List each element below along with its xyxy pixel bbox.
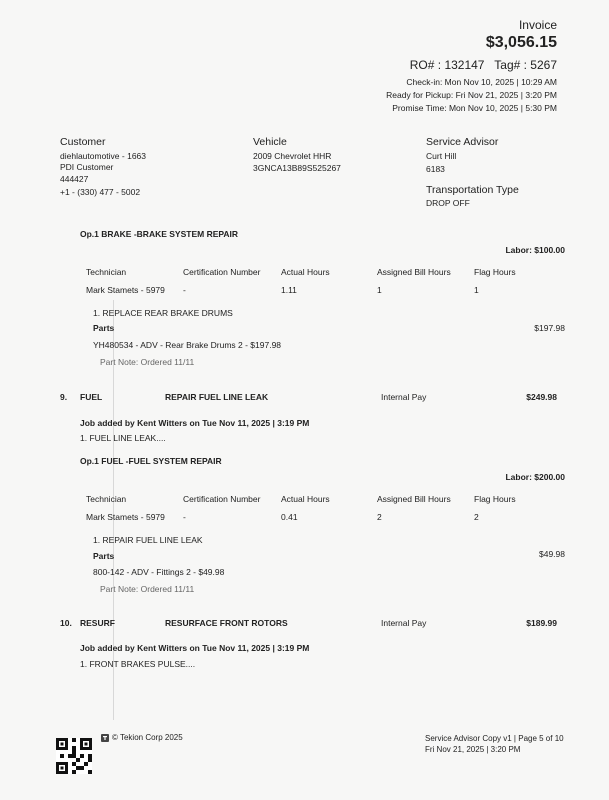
promise-time: Promise Time: Mon Nov 10, 2025 | 5:30 PM: [392, 103, 557, 113]
op-fuel-part-note: Part Note: Ordered 11/11: [100, 584, 195, 594]
job10-pay-type: Internal Pay: [381, 618, 427, 628]
vehicle-heading: Vehicle: [253, 136, 287, 148]
ro-tag-number: RO# : 132147 Tag# : 5267: [409, 58, 557, 72]
ready-for-pickup: Ready for Pickup: Fri Nov 21, 2025 | 3:20 PM: [386, 90, 557, 100]
job9-description: 1. FUEL LINE LEAK....: [80, 433, 166, 443]
op-brake-actual: 1.11: [281, 285, 297, 295]
job10-added-by: Job added by Kent Witters on Tue Nov 11, 2025 | 3:19 PM: [80, 643, 310, 653]
col-technician: Technician: [86, 267, 127, 277]
op-fuel-technician: Mark Stamets - 5979: [86, 512, 165, 522]
op-brake-parts-label: Parts: [93, 323, 115, 333]
op-fuel-title: Op.1 FUEL -FUEL SYSTEM REPAIR: [80, 456, 222, 466]
advisor-id: 6183: [426, 164, 445, 174]
col-actual-hours: Actual Hours: [281, 267, 330, 277]
transportation-heading: Transportation Type: [426, 184, 519, 196]
job9-pay-type: Internal Pay: [381, 392, 427, 402]
op-brake-title: Op.1 BRAKE -BRAKE SYSTEM REPAIR: [80, 229, 239, 239]
invoice-total: $3,056.15: [485, 34, 557, 51]
op-brake-part-note: Part Note: Ordered 11/11: [100, 357, 195, 367]
job9-amount: $249.98: [526, 392, 557, 402]
col-technician: Technician: [86, 494, 127, 504]
op-brake-part-line: YH480534 - ADV - Rear Brake Drums 2 - $197.98: [93, 340, 282, 350]
job10-title: RESURFACE FRONT ROTORS: [165, 618, 288, 628]
vehicle-vin: 3GNCA13B89S525267: [253, 163, 341, 173]
col-flag-hours: Flag Hours: [474, 267, 516, 277]
job9-number: 9.: [60, 392, 68, 402]
col-actual-hours: Actual Hours: [281, 494, 330, 504]
job9-title: REPAIR FUEL LINE LEAK: [165, 392, 269, 402]
op-fuel-flag: 2: [474, 512, 479, 522]
copyright-text: © Tekion Corp 2025: [112, 733, 183, 742]
col-certification: Certification Number: [183, 267, 261, 277]
customer-id: 444427: [60, 174, 89, 184]
job10-description: 1. FRONT BRAKES PULSE....: [80, 659, 196, 669]
customer-heading: Customer: [60, 136, 106, 148]
document-type: Invoice: [518, 18, 557, 32]
transportation-value: DROP OFF: [426, 198, 470, 208]
op-brake-technician: Mark Stamets - 5979: [86, 285, 165, 295]
op-brake-assigned: 1: [377, 285, 382, 295]
customer-type: PDI Customer: [60, 162, 114, 172]
qr-code-icon: [56, 738, 92, 774]
op-brake-parts-amount: $197.98: [534, 323, 565, 333]
job9-added-by: Job added by Kent Witters on Tue Nov 11, 2025 | 3:19 PM: [80, 418, 310, 428]
op-brake-labor: Labor: $100.00: [505, 245, 565, 255]
job10-number: 10.: [60, 618, 72, 628]
op-brake-step: 1. REPLACE REAR BRAKE DRUMS: [93, 308, 233, 318]
job10-code: RESURF: [80, 618, 115, 628]
col-flag-hours: Flag Hours: [474, 494, 516, 504]
job10-amount: $189.99: [526, 618, 557, 628]
op-brake-cert: -: [183, 285, 186, 295]
op-fuel-part-line: 800-142 - ADV - Fittings 2 - $49.98: [93, 567, 225, 577]
col-certification: Certification Number: [183, 494, 261, 504]
op-fuel-actual: 0.41: [281, 512, 298, 522]
vehicle-model: 2009 Chevrolet HHR: [253, 151, 332, 161]
copy-page-info: Service Advisor Copy v1 | Page 5 of 10: [425, 734, 564, 743]
col-assigned-hours: Assigned Bill Hours: [377, 494, 451, 504]
advisor-name: Curt Hill: [426, 151, 457, 161]
job9-code: FUEL: [80, 392, 103, 402]
op-fuel-step: 1. REPAIR FUEL LINE LEAK: [93, 535, 203, 545]
customer-phone: +1 - (330) 477 - 5002: [60, 187, 141, 197]
op-fuel-labor: Labor: $200.00: [505, 472, 565, 482]
op-fuel-assigned: 2: [377, 512, 382, 522]
advisor-heading: Service Advisor: [426, 136, 499, 148]
col-assigned-hours: Assigned Bill Hours: [377, 267, 451, 277]
op-brake-flag: 1: [474, 285, 479, 295]
op-fuel-parts-label: Parts: [93, 551, 115, 561]
op-fuel-parts-amount: $49.98: [539, 549, 565, 559]
customer-name: diehlautomotive - 1663: [60, 151, 147, 161]
checkin-time: Check-in: Mon Nov 10, 2025 | 10:29 AM: [406, 77, 557, 87]
tekion-logo-icon: [101, 734, 109, 742]
op-fuel-cert: -: [183, 512, 186, 522]
print-date: Fri Nov 21, 2025 | 3:20 PM: [425, 745, 521, 754]
